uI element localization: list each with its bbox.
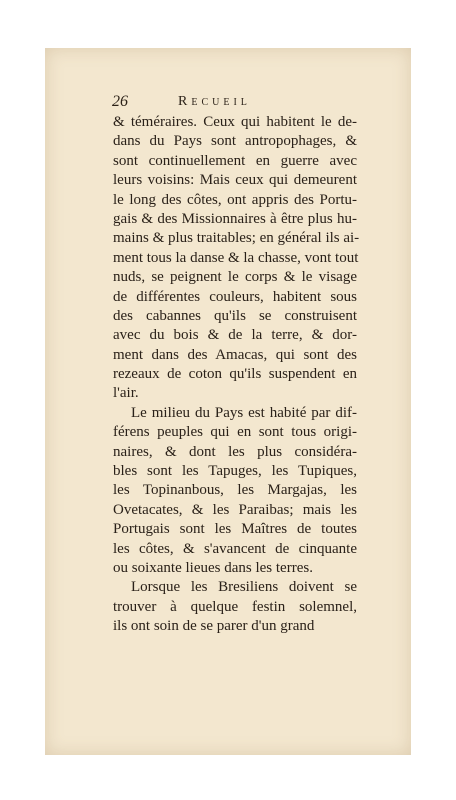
text-line: Ovetacates, & les Paraibas; mais les (113, 501, 357, 518)
text-line: naires, & dont les plus considéra- (113, 443, 357, 460)
text-line: férens peuples qui en sont tous origi- (113, 424, 357, 441)
text-line: ils ont soin de se parer d'un grand (113, 618, 315, 635)
paragraph (113, 404, 357, 579)
running-title: Recueil (178, 94, 251, 109)
text-line: les côtes, & s'avancent de cinquante (113, 540, 357, 557)
text-line: de différentes couleurs, habitent sous (113, 288, 357, 305)
text-line: Le milieu du Pays est habité par dif- (131, 404, 357, 421)
text-line: ment tous la danse & la chasse, vont tout (113, 249, 359, 266)
text-line: & téméraires. Ceux qui habitent le de- (113, 114, 357, 130)
text-line: les Topinanbous, les Margajas, les (113, 482, 357, 499)
text-line: gais & des Missionnaires à être plus hu- (113, 210, 357, 227)
page-body (113, 113, 360, 637)
paragraph (113, 578, 357, 636)
text-line: ou soixante lieues dans les terres. (113, 559, 313, 576)
text-line: mains & plus traitables; en général ils ai- (113, 230, 360, 247)
text-line: rezeaux de coton qu'ils suspendent en (113, 366, 357, 383)
text-line: le long des côtes, ont appris des Portu- (113, 191, 357, 208)
page-number: 26 (112, 93, 128, 110)
text-line: ment dans des Amacas, qui sont des (113, 346, 357, 363)
text-line: sont continuellement en guerre avec (113, 152, 357, 169)
text-line: bles sont les Tapuges, les Tupiques, (113, 463, 357, 480)
text-line: nuds, se peignent le corps & le visage (113, 269, 357, 286)
page-header (112, 93, 366, 113)
text-line: leurs voisins: Mais ceux qui demeurent (113, 172, 357, 189)
text-line: Lorsque les Bresiliens doivent se (131, 579, 357, 596)
text-line: Portugais sont les Maîtres de toutes (113, 521, 357, 538)
text-line: trouver à quelque festin solemnel, (113, 598, 357, 615)
text-line: dans du Pays sont antropophages, & (113, 133, 357, 150)
text-line: l'air. (113, 385, 139, 402)
text-line: des cabannes qu'ils se construisent (113, 307, 357, 324)
text-line: avec du bois & de la terre, & dor- (113, 327, 357, 344)
paragraph (113, 113, 360, 404)
